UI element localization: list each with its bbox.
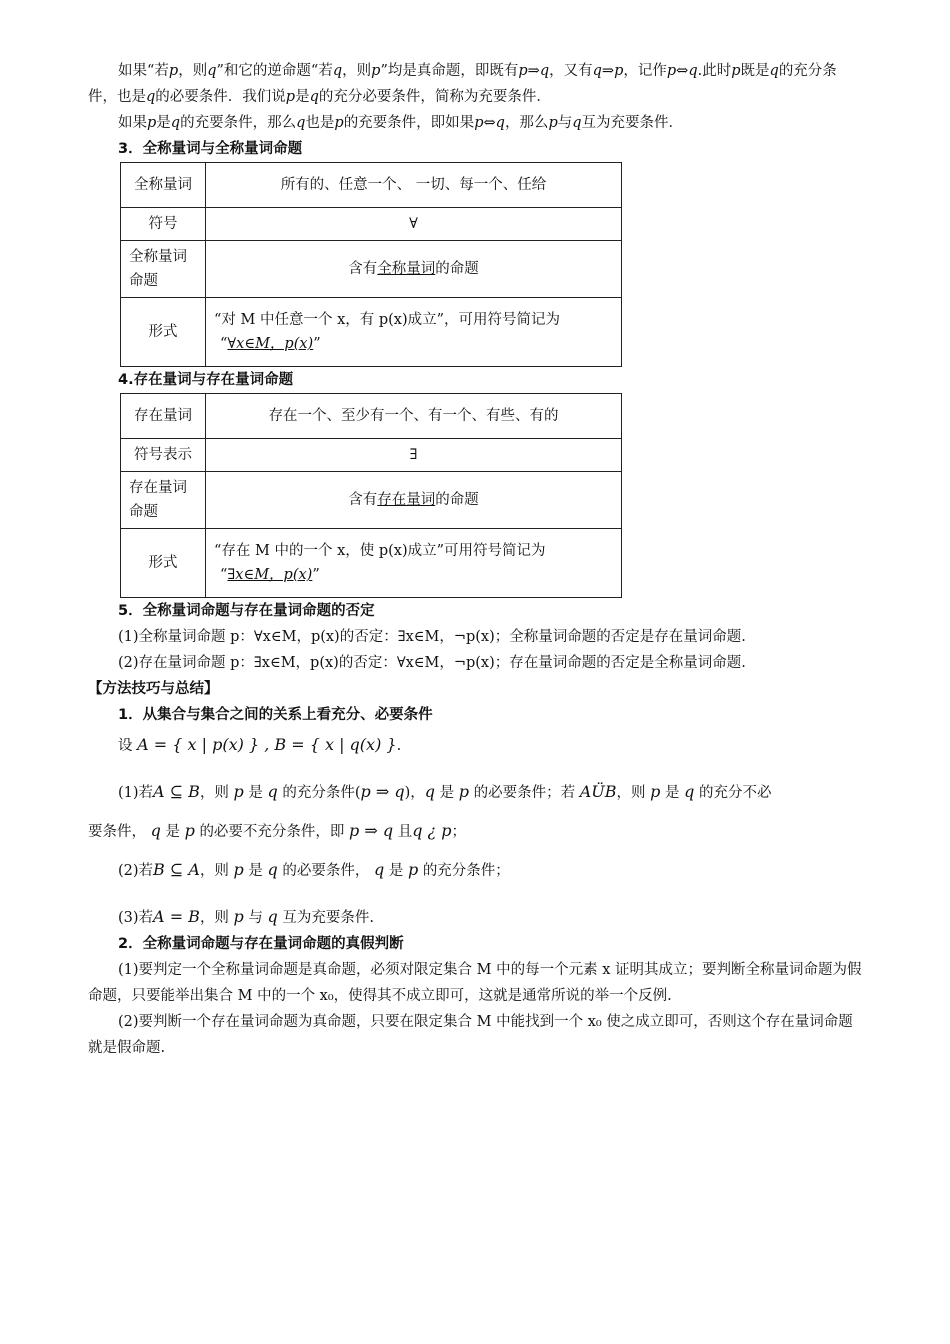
relation-item-2: (2)若B ⊆ A，则 p 是 q 的必要条件， q 是 p 的充分条件； [118, 860, 510, 879]
judgment-item-2: (2)要判断一个存在量词命题为真命题，只要在限定集合 M 中能找到一个 x₀ 使之成立即可，否则这个存在量词命题就是假命题. [88, 1014, 853, 1056]
text: . [396, 738, 402, 754]
text: 且 [397, 824, 413, 840]
text: 的必要条件；若 [473, 785, 576, 801]
text: 的充要条件，那么 [180, 115, 297, 131]
formula: q ¿ p [412, 821, 452, 840]
set-formula: A = { x | p(x) } , B = { x | q(x) } [137, 735, 397, 754]
formula: AÜB [579, 782, 617, 801]
relation-item-3: (3)若A = B，则 p 与 q 互为充要条件. [118, 907, 374, 926]
text: (2)若 [118, 863, 154, 879]
table-row [121, 241, 622, 298]
text: 既是 [740, 63, 770, 79]
methods-heading: 【方法技巧与总结】 [88, 681, 219, 697]
underlined-formula: ∀x∈M，p(x) [227, 336, 314, 352]
methods-subheading-1: 1．从集合与集合之间的关系上看充分、必要条件 [118, 707, 433, 723]
methods-subheading-2: 2．全称量词命题与存在量词命题的真假判断 [118, 936, 404, 952]
table-key-cell: 全称量词命题 [121, 241, 206, 298]
section-3-heading: 3．全称量词与全称量词命题 [118, 141, 303, 157]
text: 是 [248, 863, 263, 879]
table-value-cell: 所有的、任意一个、 一切、每一个、任给 [206, 163, 622, 208]
table-row [121, 529, 622, 598]
text: (3)若 [118, 910, 154, 926]
table-key-cell: 存在量词 [121, 394, 206, 439]
intro-paragraph-1: 如果“若p，则q”和它的逆命题“若q，则p”均是真命题，即既有p⇒q，又有q⇒p，记作p⇔q.此时p既是q的充分条件，也是q的必要条件．我们说p是q的充分必要条件，简称为充要条件． [88, 63, 837, 105]
text: “ [220, 336, 228, 352]
formula: p ⇒ q [349, 821, 394, 840]
formula: B ⊆ A [153, 860, 200, 879]
table-key-cell: 形式 [121, 298, 206, 367]
text: ”和它的逆命题“若 [216, 63, 333, 79]
underlined-term: 全称量词 [377, 261, 436, 277]
table-value-cell [206, 298, 622, 367]
table-value-cell [206, 241, 622, 298]
text: 是 [156, 115, 171, 131]
table-key-cell: 符号 [121, 208, 206, 241]
table-row [121, 208, 622, 241]
section-4-heading: 4.存在量词与存在量词命题 [118, 372, 294, 388]
text: 如果“若 [118, 63, 169, 79]
table-key-cell: 存在量词命题 [121, 472, 206, 529]
table-key-cell: 全称量词 [121, 163, 206, 208]
text: ，则 [199, 863, 229, 879]
text: 互为充要条件. [282, 910, 374, 926]
text: 设 [118, 738, 133, 754]
form-line-2 [214, 332, 613, 356]
table-key-cell: 符号表示 [121, 439, 206, 472]
form-line-1: “对 M 中任意一个 x，有 p(x)成立”，可用符号简记为 [214, 312, 561, 328]
table-row [121, 439, 622, 472]
text: ” [313, 336, 321, 352]
text: 的充分不必 [698, 785, 772, 801]
text: 的充分条件； [422, 863, 510, 879]
text: 的必要条件．我们说 [155, 89, 286, 105]
judgment-item-1: (1)要判定一个全称量词命题是真命题，必须对限定集合 M 中的每一个元素 x 证明其成立；要判断全称量词命题为假命题，只要能举出集合 M 中的一个 x₀，使得其不成立即可，这就是通常所说的举一个反例. [88, 962, 862, 1004]
table-row [121, 298, 622, 367]
text: 也是 [305, 115, 335, 131]
table-key-cell: 形式 [121, 529, 206, 598]
table-row [121, 163, 622, 208]
text: ，则 [178, 63, 208, 79]
text: ，那么 [504, 115, 549, 131]
text: 的充要条件，即如果 [343, 115, 475, 131]
negation-item-2: (2)存在量词命题 p：∃x∈M，p(x)的否定：∀x∈M，¬p(x)；存在量词命题的否定是全称量词命题. [118, 655, 746, 671]
text: 的充分必要条件，简称为充要条件． [318, 89, 551, 105]
text: ； [451, 824, 466, 840]
underlined-formula: ∃x∈M，p(x) [227, 567, 313, 583]
text: 互为充要条件． [581, 115, 684, 131]
underlined-term: 存在量词 [377, 492, 436, 508]
text: .此时 [697, 63, 732, 79]
table-value-cell [206, 472, 622, 529]
text: ，则 [616, 785, 646, 801]
text: 含有 [348, 492, 378, 508]
relation-item-1-cont: 要条件， q 是 p 的必要不充分条件，即 p ⇒ q 且q ¿ p； [88, 821, 466, 840]
text: ” [312, 567, 320, 583]
text: 是 [295, 89, 310, 105]
universal-quantifier-table [120, 162, 622, 367]
text: 的必要不充分条件，即 [199, 824, 345, 840]
text: ，则 [199, 910, 229, 926]
text: (1)若 [118, 785, 154, 801]
text: 含有 [348, 261, 378, 277]
table-value-cell: ∃ [206, 439, 622, 472]
text: 与 [248, 910, 263, 926]
text: 是 [248, 785, 263, 801]
text: 的命题 [435, 492, 479, 508]
text: ”均是真命题，即既有 [380, 63, 519, 79]
table-value-cell: 存在一个、至少有一个、有一个、有些、有的 [206, 394, 622, 439]
set-definition [88, 732, 864, 759]
table-value-cell: ∀ [206, 208, 622, 241]
intro-paragraph-2: 如果p是q的充要条件，那么q也是p的充要条件，即如果p⇔q，那么p与q互为充要条件． [118, 115, 684, 131]
text: ，则 [199, 785, 229, 801]
table-value-cell [206, 529, 622, 598]
form-line-2 [214, 563, 613, 587]
text: “ [220, 567, 228, 583]
table-row [121, 394, 622, 439]
text: 要条件， [88, 824, 146, 840]
text: ，又有 [549, 63, 593, 79]
text: )， [404, 785, 425, 801]
formula: p ⇒ q [360, 782, 405, 801]
text: 与 [557, 115, 573, 131]
existential-quantifier-table [120, 393, 622, 598]
form-line-1: “存在 M 中的一个 x，使 p(x)成立”可用符号简记为 [214, 543, 546, 559]
formula: A ⊆ B [153, 782, 200, 801]
text: ，记作 [623, 63, 667, 79]
section-5-heading: 5．全称量词命题与存在量词命题的否定 [118, 603, 375, 619]
text: 的充分条件( [282, 785, 361, 801]
document-page [88, 58, 864, 1061]
text: ，则 [342, 63, 372, 79]
text: 如果 [118, 115, 147, 131]
text: 的充分条件，也是 [88, 63, 837, 105]
text: 是 [165, 824, 180, 840]
formula: A = B [153, 907, 200, 926]
negation-item-1: (1)全称量词命题 p：∀x∈M，p(x)的否定：∃x∈M，¬p(x)；全称量词命题的否定是存在量词命题. [118, 629, 746, 645]
text: 的必要条件， [282, 863, 370, 879]
relation-item-1: (1)若A ⊆ B，则 p 是 q 的充分条件(p ⇒ q)，q 是 p 的必要条件；若 AÜB，则 p 是 q 的充分不必 [118, 782, 772, 801]
text: 是 [388, 863, 404, 879]
text: 是 [439, 785, 455, 801]
text: 的命题 [435, 261, 479, 277]
table-row [121, 472, 622, 529]
text: 是 [664, 785, 680, 801]
